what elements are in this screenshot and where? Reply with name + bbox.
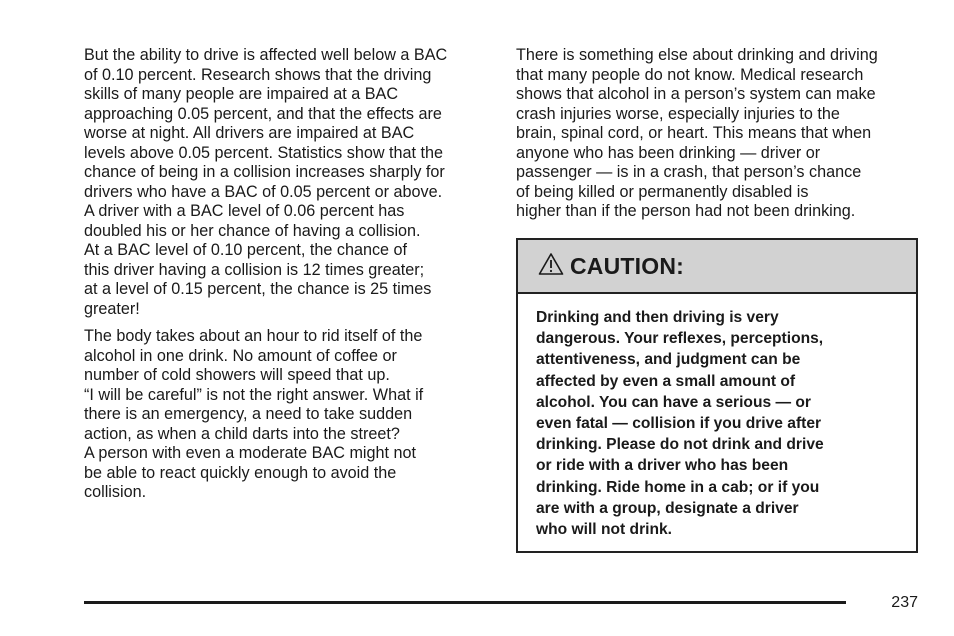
footer-rule <box>84 601 846 604</box>
page-number: 237 <box>891 594 918 611</box>
body-paragraph: But the ability to drive is affected well below a BAC of 0.10 percent. Research shows that the driving skills of many people are impaired at a BAC approaching 0.05 percent, and that the effects are worse at night. All drivers are impaired at BAC levels above 0.05 percent. Statistics show that the chance of being in a collision increases sharply for drivers who have a BAC of 0.05 percent or above. A driver with a BAC level of 0.06 percent has doubled his or her chance of having a collision. At a BAC level of 0.10 percent, the chance of this driver having a collision is 12 times greater; at a level of 0.15 percent, the chance is 25 times greater! <box>84 46 448 318</box>
caution-box <box>516 238 918 553</box>
caution-header <box>518 240 916 294</box>
caution-title: CAUTION: <box>570 252 685 279</box>
body-paragraph: The body takes about an hour to rid itself of the alcohol in one drink. No amount of coffee or number of cold showers will speed that up. “I will be careful” is not the right answer. What if there is an emergency, a need to take sudden action, as when a child darts into the street? A person with even a moderate BAC might not be able to react quickly enough to avoid the collision. <box>84 327 424 501</box>
warning-triangle-icon <box>538 252 564 276</box>
body-paragraph: There is something else about drinking and driving that many people do not know. Medical research shows that alcohol in a person’s system can make crash injuries worse, especially injuries to the brain, spinal cord, or heart. This means that when anyone who has been drinking — driver or passenger — is in a crash, that person’s chance of being killed or permanently disabled is higher than if the person had not been drinking. <box>516 46 878 220</box>
left-column <box>84 46 484 503</box>
caution-body: Drinking and then driving is very dangerous. Your reflexes, perceptions, attentiveness, and judgment can be affected by even a small amount of alcohol. You can have a serious — or even fatal — collision if you drive after drinking. Please do not drink and drive or ride with a driver who has been drinking. Ride home in a cab; or if you are with a group, designate a driver who will not drink. <box>536 309 824 539</box>
right-column <box>516 46 920 222</box>
